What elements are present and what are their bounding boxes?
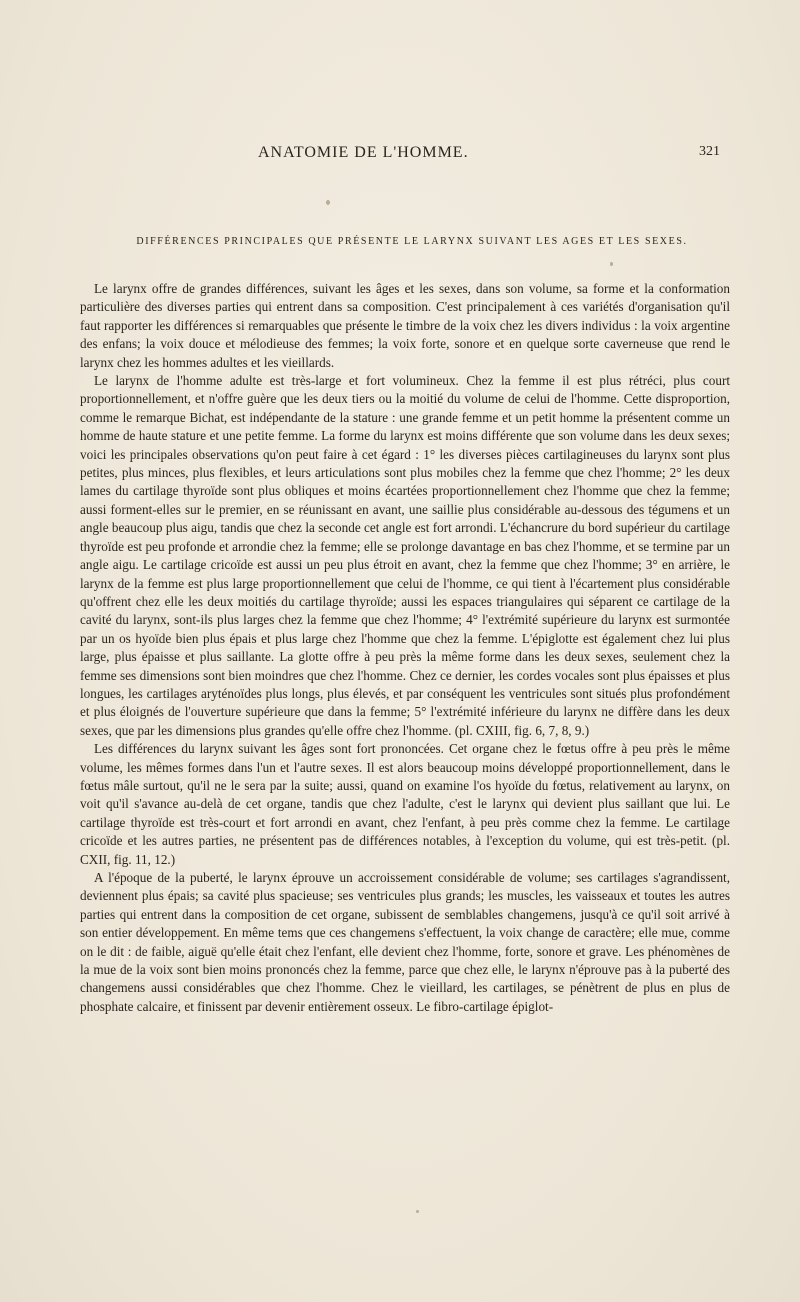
running-title: ANATOMIE DE L'HOMME.: [258, 144, 469, 161]
body-text: [80, 280, 730, 1016]
page-number: 321: [699, 144, 720, 159]
section-heading: DIFFÉRENCES PRINCIPALES QUE PRÉSENTE LE LARYNX SUIVANT LES AGES ET LES SEXES.: [136, 236, 688, 247]
paragraph: Le larynx offre de grandes différences, suivant les âges et les sexes, dans son volume, sa forme et la conformation particulière des diverses parties qui entrent dans sa composition. C'est principalement à ces variétés d'organisation qu'il faut rapporter les différences si remarquables que présente le timbre de la voix chez les divers individus : la voix argentine des enfans; la voix douce et mélodieuse des femmes; la voix forte, sonore et en quelque sorte caverneuse que rend le larynx chez les hommes adultes et les vieillards.: [80, 281, 730, 370]
paper-spot: [326, 200, 330, 205]
paper-spot: [610, 262, 613, 266]
paragraph: A l'époque de la puberté, le larynx éprouve un accroissement considérable de volume; ses cartilages s'agrandissent, deviennent plus épais; sa cavité plus spacieuse; ses ventricules plus grands; les muscles, les vaisseaux et toutes les autres parties qui entrent dans la composition de cet organe, subissent de semblables changemens, jusqu'à ce qu'il soit arrivé à son entier développement. En même tems que ces changemens s'effectuent, la voix change de caractère; elle mue, comme on le dit : de faible, aiguë qu'elle était chez l'enfant, elle devient chez l'homme, forte, sonore et grave. Les phénomènes de la mue de la voix sont bien moins prononcés chez la femme, parce que chez elle, le larynx n'éprouve pas à la puberté des changemens aussi considérables que chez l'homme. Chez le vieillard, les cartilages, se pénètrent de plus en plus de phosphate calcaire, et finissent par devenir entièrement osseux. Le fibro-cartilage épiglot-: [80, 870, 730, 1014]
paragraph: Les différences du larynx suivant les âges sont fort prononcées. Cet organe chez le fœtus offre à peu près le même volume, les mêmes formes dans l'un et l'autre sexes. Il est alors beaucoup moins développé proportionnellement, dans le fœtus mâle surtout, qu'il ne le sera par la suite; aussi, quand on examine l'os hyoïde du fœtus, relativement au larynx, on voit qu'il s'avance au-delà de cet organe, tandis que chez l'adulte, c'est le larynx qui devient plus saillant que lui. Le cartilage thyroïde est très-court et fort arrondi en avant, chez l'enfant, à peu près comme chez la femme. Le cartilage cricoïde et les autres parties, ne présentent pas de différences notables, à l'exception du volume, qui est très-petit. (pl. CXII, fig. 11, 12.): [80, 741, 730, 867]
page-header: [258, 144, 728, 166]
paper-spot: [416, 1210, 419, 1213]
paragraph: Le larynx de l'homme adulte est très-large et fort volumineux. Chez la femme il est plus rétréci, plus court proportionnellement, et n'offre guère que les deux tiers ou la moitié du volume de celui de l'homme. Cette disproportion, comme le remarque Bichat, est indépendante de la stature : une grande femme et un petit homme la présentent comme un homme de haute stature et une petite femme. La forme du larynx est moins différente que son volume dans les deux sexes; voici les principales observations qu'on peut faire à cet égard : 1° les diverses pièces cartilagineuses du larynx sont plus petites, plus minces, plus flexibles, et leurs articulations sont plus mobiles chez la femme que chez l'homme; 2° les deux lames du cartilage thyroïde sont plus obliques et moins écartées proportionnellement chez l'homme que chez la femme; aussi forment-elles sur le premier, en se réunissant en avant, une saillie plus considérable au-dessous des tégumens et un angle beaucoup plus aigu, tandis que chez la seconde cet angle est fort arrondi. L'échancrure du bord supérieur du cartilage thyroïde est peu profonde et arrondie chez la femme; elle se prolonge davantage en bas chez l'homme, et se termine par un angle aigu. Le cartilage cricoïde est aussi un peu plus étroit en avant, chez la femme que chez l'homme; 3° en arrière, le larynx de la femme est plus large proportionnellement que celui de l'homme, ce qui tient à l'écartement plus considérable qu'offrent chez elle les deux moitiés du cartilage thyroïde; aussi les espaces triangulaires qui séparent ce cartilage de la cavité du larynx, sont-ils plus larges chez la femme que chez l'homme; 4° l'extrémité supérieure du larynx est surmontée par un os hyoïde bien plus épais et plus large chez l'homme que chez la femme. L'épiglotte est également chez lui plus large, plus épaisse et plus saillante. La glotte offre à peu près la même forme dans les deux sexes, seulement chez la femme ses dimensions sont bien moindres que chez l'homme. Chez ce dernier, les cordes vocales sont plus épaisses et plus longues, les cartilages aryténoïdes plus longs, plus élevés, et par conséquent les ventricules sont situés plus profondément et plus éloignés de l'ouverture supérieure que dans la femme; 5° l'extrémité inférieure du larynx ne diffère dans les deux sexes, que par les dimensions plus grandes qu'elle offre chez l'homme. (pl. CXIII, fig. 6, 7, 8, 9.): [80, 373, 730, 738]
